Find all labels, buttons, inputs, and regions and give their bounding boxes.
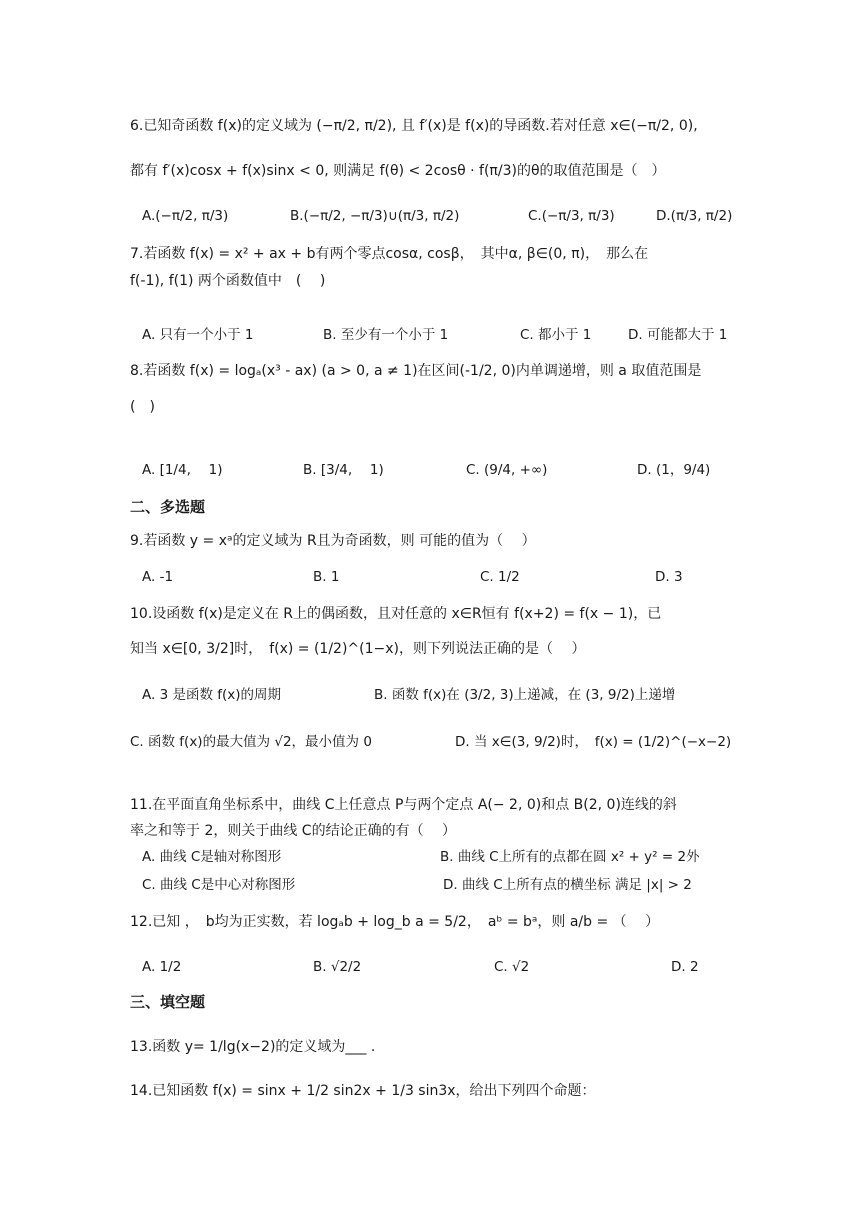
q7-option-b: B. 至少有一个小于 1 <box>323 327 449 343</box>
q12-line1: 12.已知 ， b均为正实数，若 logₐb + log_b a = 5/2， aᵇ = bᵃ，则 a/b = （ ） <box>130 914 660 930</box>
q11-option-d: D. 曲线 C上所有点的横坐标 满足 |x| > 2 <box>443 877 692 893</box>
q6-line2: 都有 f′(x)cosx + f(x)sinx < 0, 则满足 f(θ) < 2cosθ · f(π/3)的θ的取值范围是（ ） <box>130 163 666 179</box>
q10-option-a: A. 3 是函数 f(x)的周期 <box>142 687 282 703</box>
q8-line2: ( ) <box>130 399 155 415</box>
q10-option-b: B. 函数 f(x)在 (3/2, 3)上递减，在 (3, 9/2)上递增 <box>374 687 676 703</box>
q7-line2: f(-1), f(1) 两个函数值中 ( ) <box>130 273 326 289</box>
q8-option-b: B. [3/4, 1) <box>303 462 384 478</box>
q12-option-c: C. √2 <box>494 959 530 975</box>
q10-option-c: C. 函数 f(x)的最大值为 √2，最小值为 0 <box>130 734 372 750</box>
q6-option-b: B.(−π/2, −π/3)∪(π/3, π/2) <box>290 208 460 224</box>
q11-option-c: C. 曲线 C是中心对称图形 <box>142 877 296 893</box>
section-heading-multiple-choice: 二、多选题 <box>130 498 206 516</box>
q10-line1: 10.设函数 f(x)是定义在 R上的偶函数，且对任意的 x∈R恒有 f(x+2) = f(x − 1)，已 <box>130 606 662 622</box>
q12-option-a: A. 1/2 <box>142 959 182 975</box>
q6-option-d: D.(π/3, π/2) <box>656 208 733 224</box>
q7-line1: 7.若函数 f(x) = x² + ax + b有两个零点cosα, cosβ， 其中α, β∈(0, π)， 那么在 <box>130 246 649 262</box>
q8-option-a: A. [1/4, 1) <box>142 462 223 478</box>
q7-option-c: C. 都小于 1 <box>520 327 592 343</box>
q8-line1: 8.若函数 f(x) = logₐ(x³ - ax) (a > 0, a ≠ 1)在区间(-1/2, 0)内单调递增，则 a 取值范围是 <box>130 363 702 379</box>
q10-line2: 知当 x∈[0, 3/2]时， f(x) = (1/2)^(1−x)，则下列说法正确的是（ ） <box>130 641 586 657</box>
q12-option-b: B. √2/2 <box>313 959 362 975</box>
q11-line1: 11.在平面直角坐标系中，曲线 C上任意点 P与两个定点 A(− 2, 0)和点 B(2, 0)连线的斜 <box>130 797 677 813</box>
q6-option-c: C.(−π/3, π/3) <box>528 208 615 224</box>
q11-option-a: A. 曲线 C是轴对称图形 <box>142 849 282 865</box>
q9-option-c: C. 1/2 <box>480 569 520 585</box>
q10-option-d: D. 当 x∈(3, 9/2)时， f(x) = (1/2)^(−x−2) <box>455 734 732 750</box>
q9-line1: 9.若函数 y = xᵃ的定义域为 R且为奇函数，则 可能的值为（ ） <box>130 533 536 549</box>
q13-line1: 13.函数 y= 1/lg(x−2)的定义域为___ . <box>130 1039 376 1055</box>
q12-option-d: D. 2 <box>671 959 699 975</box>
q6-option-a: A.(−π/2, π/3) <box>142 208 229 224</box>
q9-option-a: A. -1 <box>142 569 174 585</box>
q11-line2: 率之和等于 2，则关于曲线 C的结论正确的有（ ） <box>130 823 457 839</box>
q11-option-b: B. 曲线 C上所有的点都在圆 x² + y² = 2外 <box>440 849 700 865</box>
q9-option-b: B. 1 <box>313 569 340 585</box>
q8-option-d: D. (1，9/4) <box>637 462 711 478</box>
section-heading-fill-in: 三、填空题 <box>130 993 206 1011</box>
q7-option-d: D. 可能都大于 1 <box>628 327 728 343</box>
q7-option-a: A. 只有一个小于 1 <box>142 327 254 343</box>
q14-line1: 14.已知函数 f(x) = sinx + 1/2 sin2x + 1/3 sin3x，给出下列四个命题： <box>130 1083 596 1099</box>
q6-line1: 6.已知奇函数 f(x)的定义域为 (−π/2, π/2), 且 f′(x)是 f(x)的导函数.若对任意 x∈(−π/2, 0), <box>130 118 698 134</box>
q8-option-c: C. (9/4, +∞) <box>466 462 548 478</box>
q9-option-d: D. 3 <box>655 569 683 585</box>
